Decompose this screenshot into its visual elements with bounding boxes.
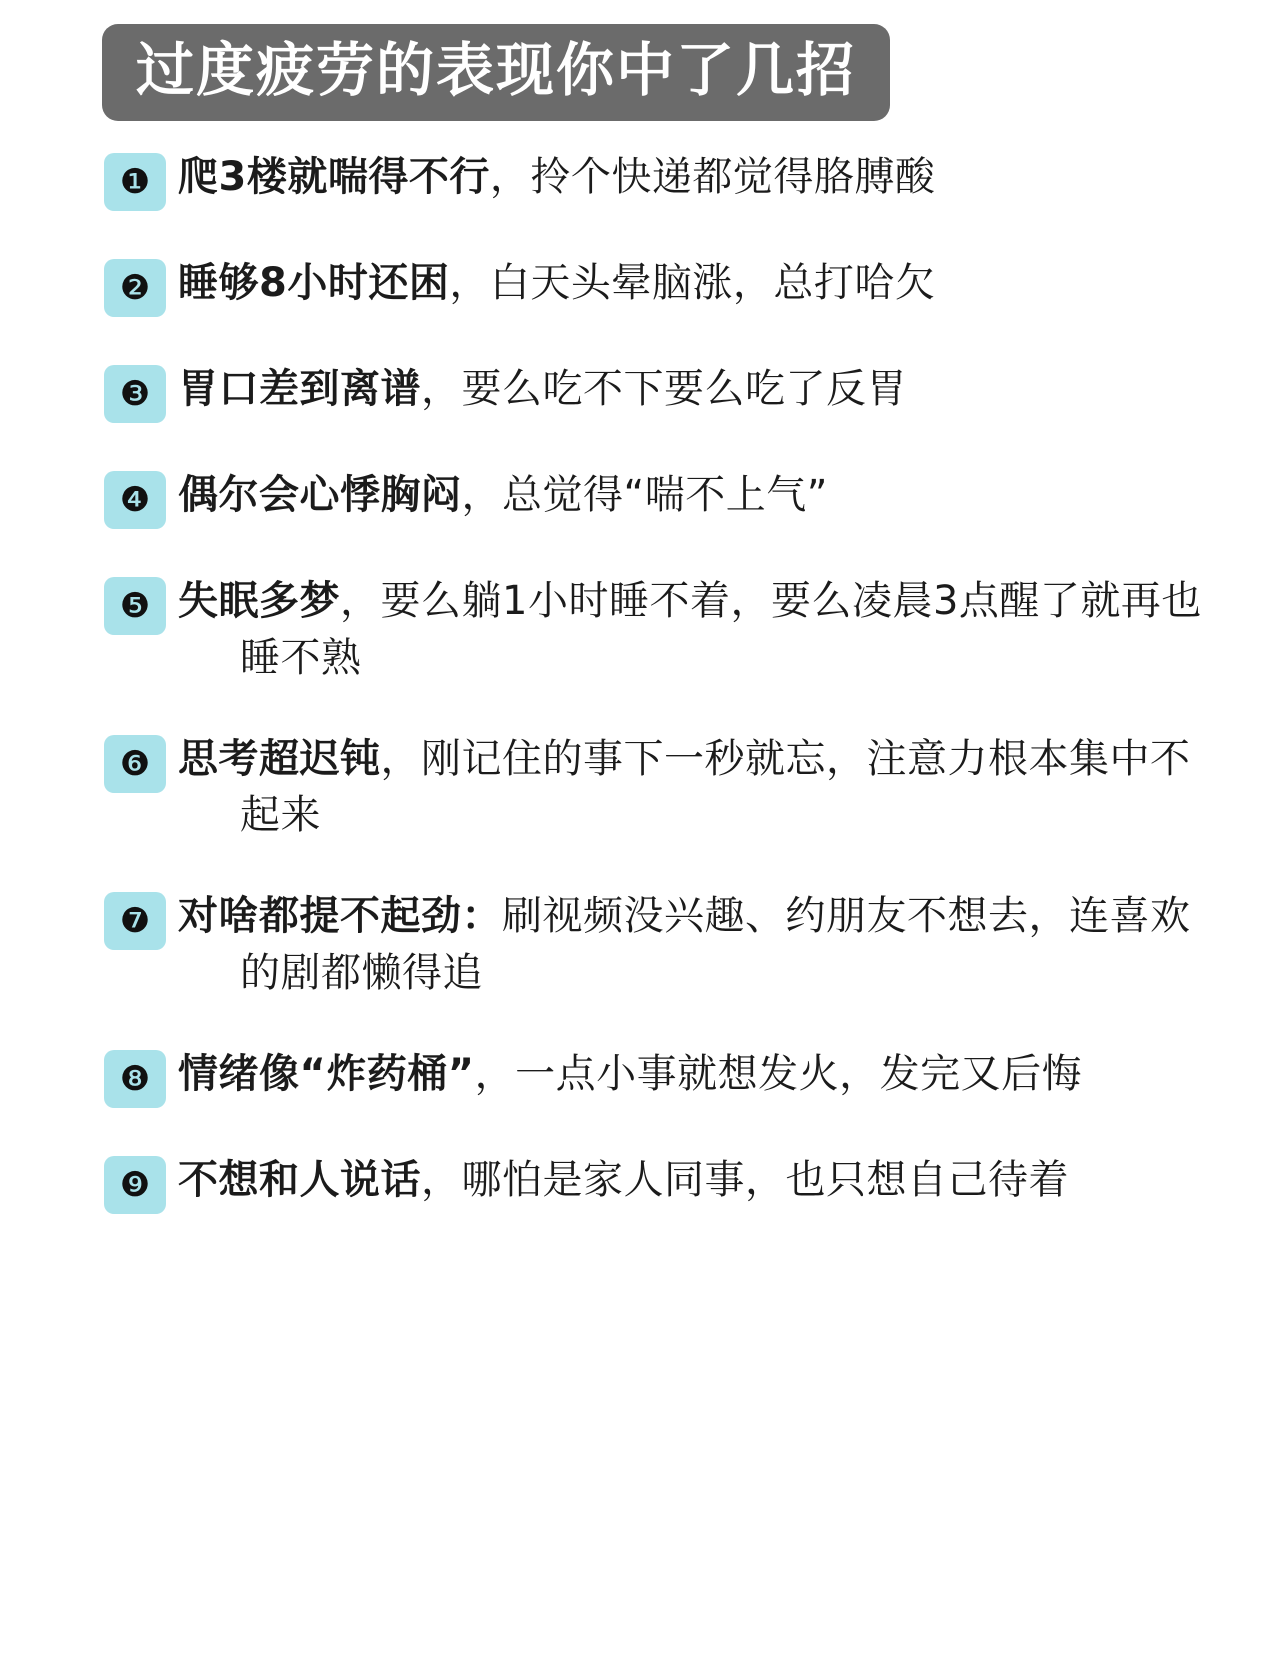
list-item: [104, 731, 1220, 845]
item-text: [178, 731, 1220, 845]
item-number-badge: [104, 735, 166, 793]
item-rest: ，要么吃不下要么吃了反胃: [421, 365, 907, 412]
item-rest: 刷视频没兴趣、约朋友不想去，连喜欢的剧都懒得追: [240, 893, 1191, 996]
item-number-badge: [104, 1156, 166, 1214]
item-text: [178, 573, 1220, 687]
item-text: [178, 361, 1220, 418]
list-item: [104, 467, 1220, 529]
number-icon: ❷: [119, 267, 151, 308]
item-number-badge: [104, 259, 166, 317]
number-icon: ❾: [119, 1164, 151, 1205]
number-icon: ❽: [119, 1058, 151, 1099]
list-item: [104, 888, 1220, 1002]
item-rest: ，拎个快递都觉得胳膊酸: [489, 153, 936, 200]
number-icon: ❶: [119, 161, 151, 202]
list-item: [104, 1152, 1220, 1214]
item-lead: 爬3楼就喘得不行: [178, 153, 490, 200]
item-lead: 睡够8小时还困: [178, 259, 450, 306]
list-item: [104, 255, 1220, 317]
item-lead: 不想和人说话: [178, 1156, 421, 1203]
list-item: [104, 573, 1220, 687]
item-number-badge: [104, 471, 166, 529]
item-lead: 对啥都提不起劲：: [178, 893, 502, 940]
number-icon: ❸: [119, 373, 151, 414]
number-icon: ❼: [119, 901, 151, 942]
page-title-banner: [102, 24, 890, 121]
item-text: [178, 888, 1220, 1002]
item-rest: ，哪怕是家人同事，也只想自己待着: [421, 1156, 1069, 1203]
item-number-badge: [104, 1050, 166, 1108]
item-lead: 失眠多梦: [178, 577, 340, 624]
item-number-badge: [104, 892, 166, 950]
item-text: [178, 149, 1220, 206]
number-icon: ❻: [119, 743, 151, 784]
list-item: [104, 149, 1220, 211]
item-rest: ，要么躺1小时睡不着，要么凌晨3点醒了就再也睡不熟: [240, 577, 1202, 681]
item-lead: 胃口差到离谱: [178, 365, 421, 412]
number-icon: ❹: [119, 479, 151, 520]
item-text: [178, 255, 1220, 312]
item-lead: 情绪像“炸药桶”: [178, 1050, 475, 1097]
item-text: [178, 1152, 1220, 1209]
page-title: 过度疲劳的表现你中了几招: [136, 36, 857, 104]
item-rest: ，刚记住的事下一秒就忘，注意力根本集中不起来: [240, 735, 1191, 839]
symptom-list: [60, 149, 1220, 1214]
item-lead: 思考超迟钝: [178, 735, 381, 782]
item-text: [178, 1046, 1220, 1103]
item-lead: 偶尔会心悸胸闷: [178, 471, 462, 518]
item-rest: ，一点小事就想发火，发完又后悔: [474, 1050, 1083, 1097]
item-rest: ，白天头晕脑涨，总打哈欠: [449, 259, 936, 306]
number-icon: ❺: [119, 585, 151, 626]
item-number-badge: [104, 153, 166, 211]
list-item: [104, 361, 1220, 423]
list-item: [104, 1046, 1220, 1108]
item-text: [178, 467, 1220, 524]
item-number-badge: [104, 577, 166, 635]
item-rest: ，总觉得“喘不上气”: [461, 471, 828, 518]
item-number-badge: [104, 365, 166, 423]
